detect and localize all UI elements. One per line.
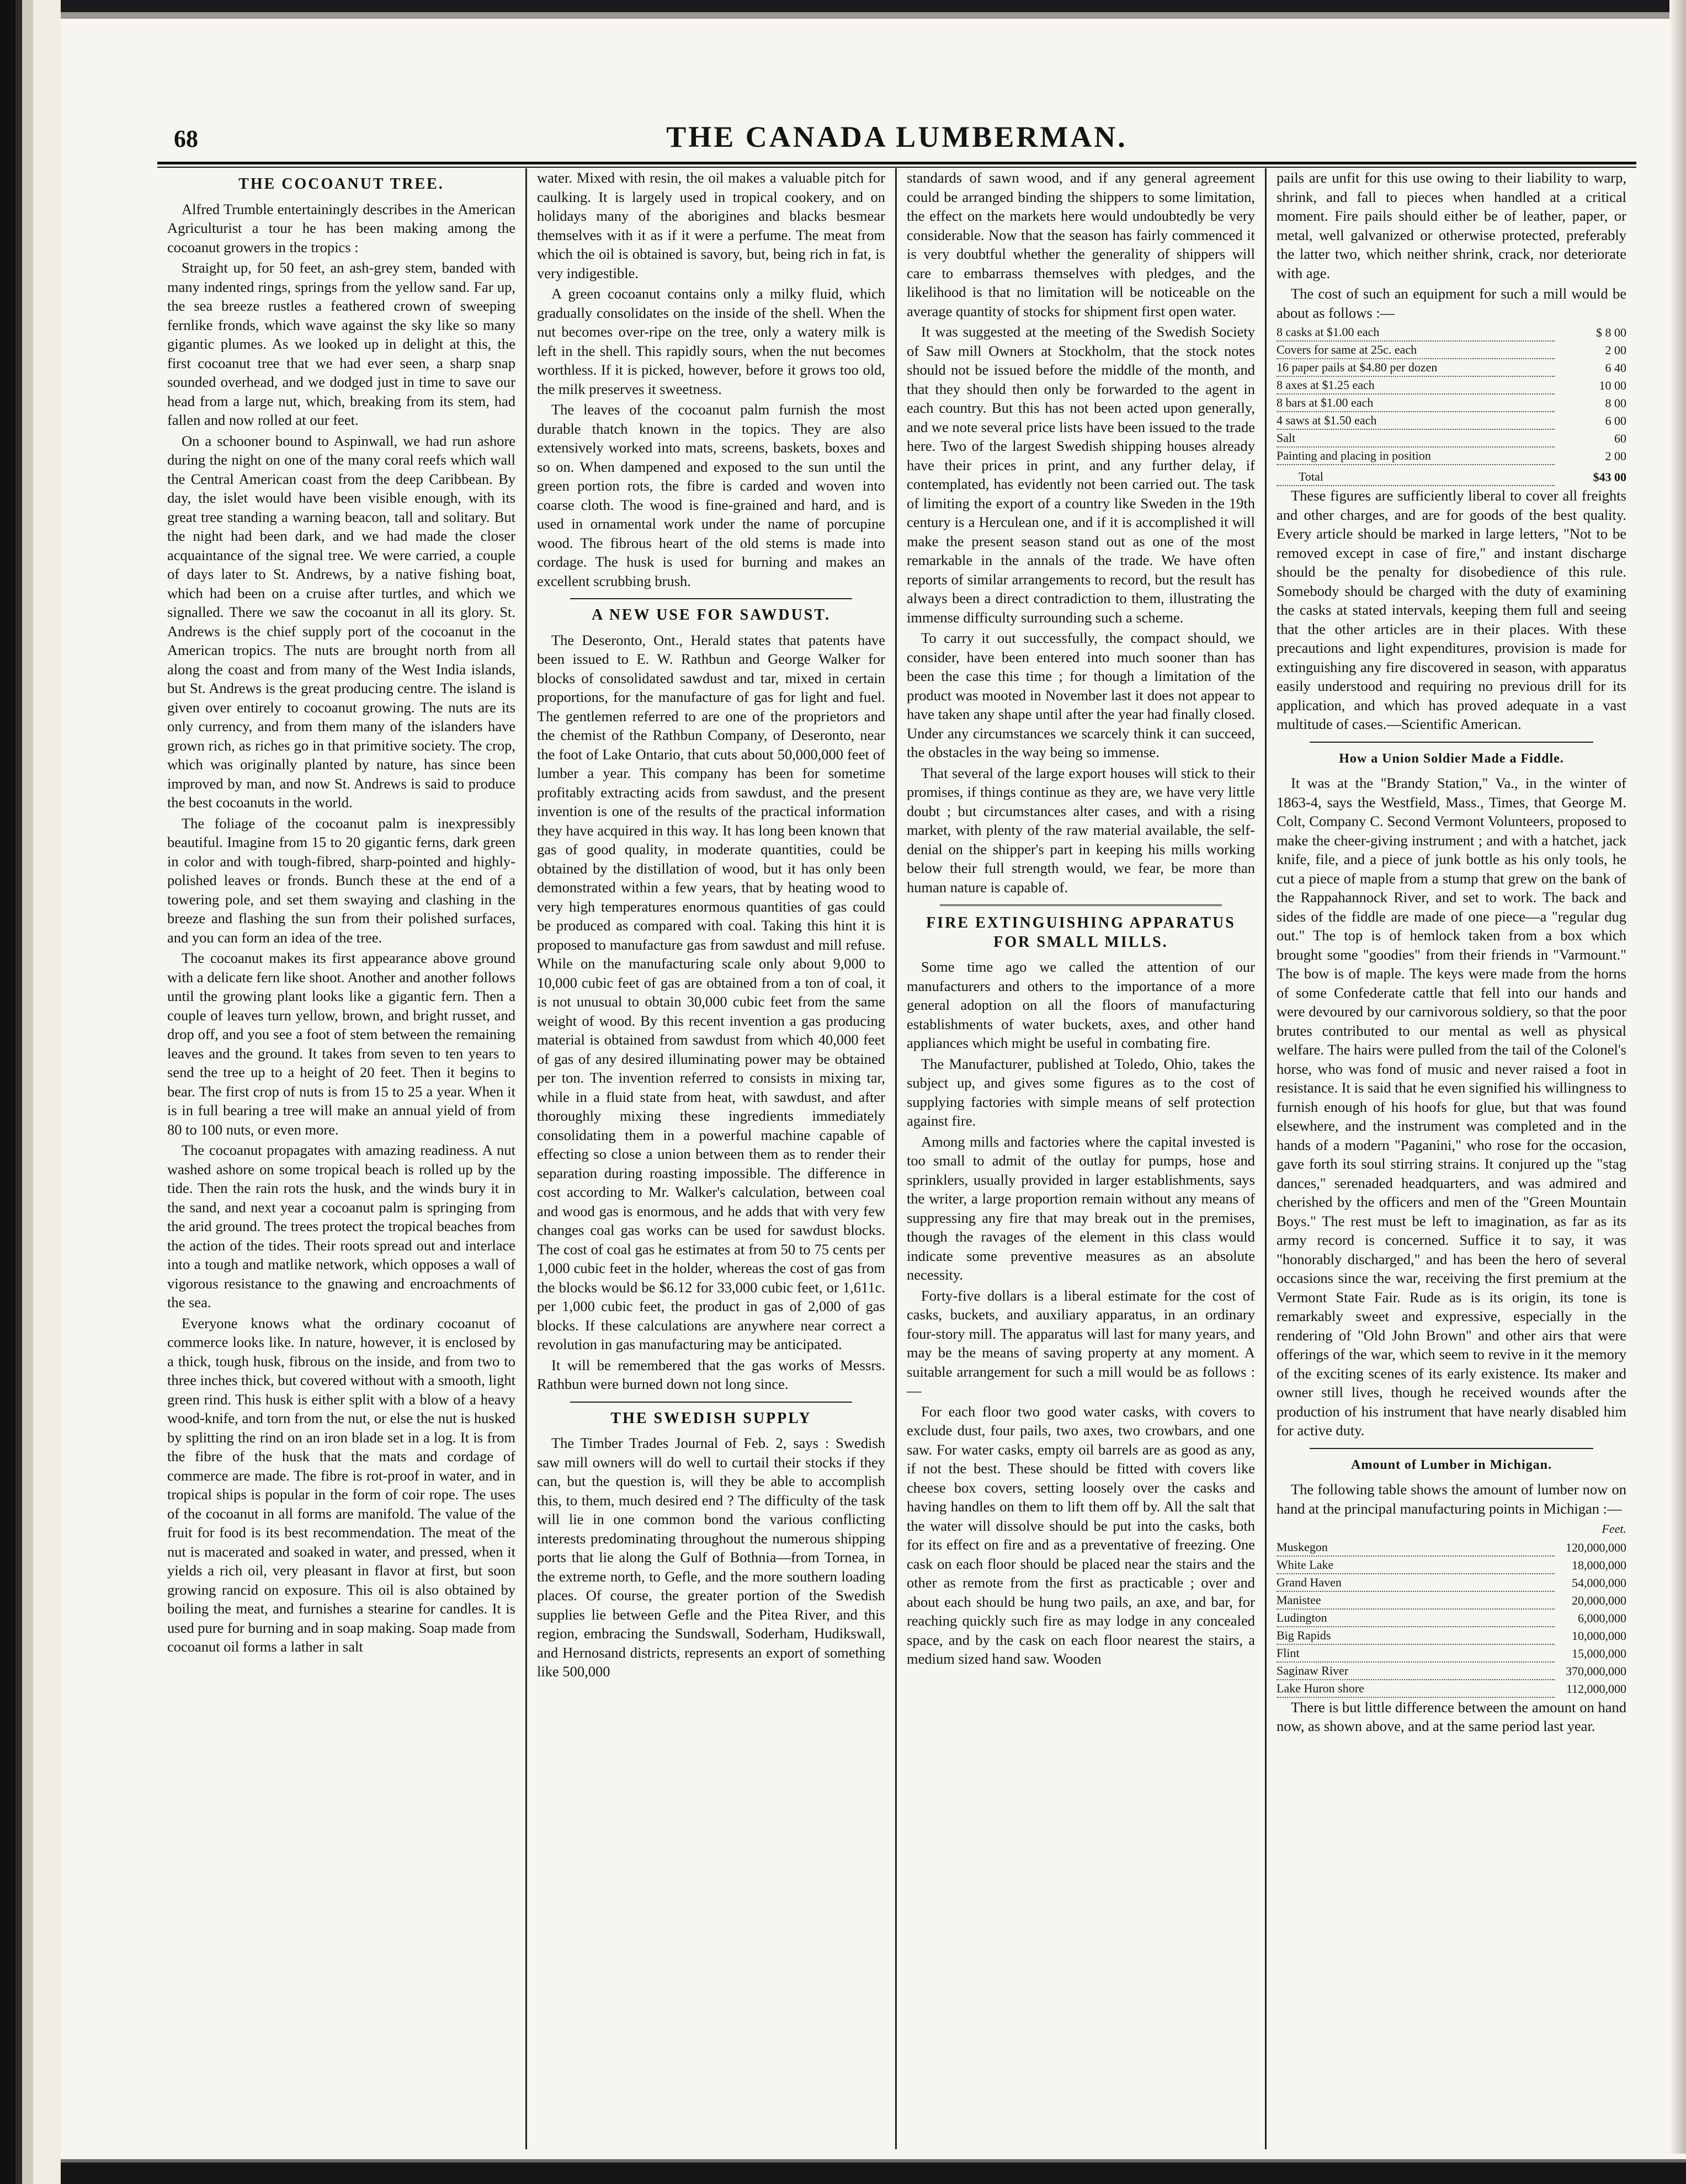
page-right-edge xyxy=(1669,0,1686,2184)
cost-total-row xyxy=(1277,465,1626,486)
feet-value: 20,000,000 xyxy=(1572,1593,1626,1607)
paragraph: To carry it out successfully, the compact should, we consider, have been entered into much sooner than has been the case this time ; for though a limitation of the product was mooted in November last it does not appear to have taken any shape until after the year had finally closed. Under any circumstances we scarcely think it can succeed, the obstacles in the way being so immense. xyxy=(907,630,1255,760)
place-name: Grand Haven xyxy=(1277,1574,1555,1591)
cost-amount: 2 00 xyxy=(1605,343,1626,357)
cost-item: Salt xyxy=(1277,429,1555,447)
table-row xyxy=(1277,1591,1626,1609)
journal-title: THE CANADA LUMBERMAN. xyxy=(666,120,1127,153)
feet-value: 18,000,000 xyxy=(1572,1558,1626,1572)
equipment-cost-table xyxy=(1277,324,1626,486)
paragraph: Forty-five dollars is a liberal estimate for the cost of casks, buckets, and auxiliary apparatus, in an ordinary four-story mill. The apparatus will last for many years, and may be the means of saving property at any moment. A suitable arrangement for such a mill would be as follows :— xyxy=(907,1287,1255,1399)
paragraph: standards of sawn wood, and if any general agreement could be arranged binding the shippers to some limitation, the effect on the markets here would undoubtedly be very considerable. Now that the season has fairly commenced it is very doubtful whether the generality of shippers will care to embarrass themselves with pledges, and the likelihood is that no limitation will be noticeable on the average quantity of stocks for shipment first open water. xyxy=(907,169,1255,319)
paragraph: That several of the large export houses will stick to their promises, if things continue as they are, we have very little doubt ; but circumstances alter cases, and with a rising market, with plenty of the raw material available, the self-denial on the shipper's part in keeping his mills working below their full strength would, we fear, be more than human nature is capable of. xyxy=(907,764,1255,896)
page-top-edge xyxy=(61,0,1686,39)
michigan-lumber-table xyxy=(1277,1539,1626,1698)
paragraph: The Timber Trades Journal of Feb. 2, says : Swedish saw mill owners will do well to curtail their stocks if they can, but the question is, will they be able to accomplish this, to them, much desired end ? The difficulty of the task will lie in one common bond the various conflicting interests predominating throughout the numerous shipping ports that lie along the Gulf of Bothnia—from Tornea, in the extreme north, to Gefle, and the more southern loading places. Of course, the greater portion of the Swedish supplies lie between Gefle and the Pitea River, and this region, embracing the Sundswall, Soderham, Hudikswall, and Hernosand districts, represents an export of something like 500,000 xyxy=(537,1435,885,1680)
cost-row xyxy=(1277,412,1626,429)
feet-value: 54,000,000 xyxy=(1572,1575,1626,1590)
cost-item: Covers for same at 25c. each xyxy=(1277,341,1555,359)
place-name: Big Rapids xyxy=(1277,1627,1555,1644)
cost-item: 16 paper pails at $4.80 per dozen xyxy=(1277,359,1555,376)
article-divider xyxy=(1310,742,1593,743)
paragraph: The Deseronto, Ont., Herald states that patents have been issued to E. W. Rathbun and George Walker for blocks of consolidated sawdust and tar, mixed in certain proportions, for the manufacture of gas for light and fuel. The gentlemen referred to are one of the proprietors and the chemist of the Rathbun Company, of Deseronto, near the foot of Lake Ontario, that cuts about 50,000,000 feet of lumber a year. This company has been for sometime profitably extracting acids from sawdust, and the present invention is one of the results of the practical information they have acquired in this way. It has long been known that gas of good quality, in moderate quantities, could be obtained by the distillation of wood, but it has only been demonstrated within a few years, that by heating wood to very high temperatures enormous quantities of gas could be produced as compared with coal. Taking this hint it is proposed to manufacture gas from sawdust and mill refuse. While on the manufacturing scale only about 9,000 to 10,000 cubic feet of gas are obtained from a ton of coal, it is not unusual to obtain 30,000 cubic feet from the same weight of wood. By this recent invention a gas producing material is obtained from sawdust from which 40,000 feet of gas of any desired illuminating power may be obtained per ton. The invention referred to consists in mixing tar, while in a fluid state from heat, with sawdust, and after thoroughly mixing these ingredients immediately consolidating them in a powerful machine capable of effecting so close a union between them as to render their separation during roasting impossible. The difference in cost according to Mr. Walker's calculation, between coal and wood gas is enormous, and he adds that with very few changes coal gas works can be used for sawdust blocks. The cost of coal gas he estimates at from 50 to 75 cents per 1,000 cubic feet in the holder, whereas the cost of gas from the blocks would be $6.12 for 33,000 cubic feet, or 1,611c. per 1,000 cubic feet, the product in gas of 2,000 of gas blocks. If these calculations are anywhere near correct a revolution in gas manufacturing may be anticipated. xyxy=(537,631,885,1352)
paragraph: There is but little difference between the amount on hand now, as shown above, and at the same period last year. xyxy=(1277,1698,1626,1734)
cost-item: 8 casks at $1.00 each xyxy=(1277,324,1555,341)
place-name: Saginaw River xyxy=(1277,1662,1555,1680)
newspaper-page xyxy=(157,108,1636,2149)
paragraph: A green cocoanut contains only a milky fluid, which gradually consolidates on the inside of the shell. When the nut becomes over-ripe on the tree, only a watery milk is left in the shell. This rapidly sours, when the nut becomes worthless. If it is picked, however, before it grows too old, the milk preserves it sweetness. xyxy=(537,285,885,397)
feet-value: 6,000,000 xyxy=(1578,1611,1626,1625)
paragraph: Straight up, for 50 feet, an ash-grey stem, banded with many indented rings, springs from the yellow sand. Far up, the sea breeze rustles a feathered crown of sweeping fernlike fronds, which wave against the sky like so many gigantic plumes. As we looked up in delight at this, the first cocoanut tree that we had ever seen, a sharp snap sounded overhead, and we dodged just in time to save our head from a large nut, which, breaking from its stem, had fallen and now rolled at our feet. xyxy=(167,259,515,428)
cost-total-label: Total xyxy=(1277,465,1555,486)
cost-amount: 2 00 xyxy=(1605,449,1626,463)
paragraph: Some time ago we called the attention of our manufacturers and others to the importance of a more general adoption on all the floors of manufacturing establishments of water buckets, axes, and other hand appliances which might be useful in combating fire. xyxy=(907,958,1255,1051)
paragraph: The leaves of the cocoanut palm furnish the most durable thatch known in the topics. They are also extensively worked into mats, screens, baskets, boxes and so on. When dampened and exposed to the sun until the green portion rots, the fibre is carded and woven into coarse cloth. The wood is fine-grained and hard, and is used in ornamental work under the name of porcupine wood. The fibrous heart of the old stems is made into cordage. The husk is used for burning and makes an excellent scrubbing brush. xyxy=(537,401,885,589)
table-row xyxy=(1277,1556,1626,1574)
feet-value: 15,000,000 xyxy=(1572,1646,1626,1660)
table-unit-header: Feet. xyxy=(1602,1522,1626,1536)
article-title-michigan-lumber: Amount of Lumber in Michigan. xyxy=(1351,1457,1552,1472)
column-1 xyxy=(157,168,527,2149)
cost-row xyxy=(1277,376,1626,394)
table-row xyxy=(1277,1539,1626,1556)
paragraph: water. Mixed with resin, the oil makes a valuable pitch for caulking. It is largely used in tropical cookery, and on holidays many of the aborigines and blacks besmear themselves with it as if it were a perfume. The meat from which the oil is obtained is savory, but, being rich in fat, is very indigestible. xyxy=(537,169,885,281)
page-binding-shadow xyxy=(0,0,61,2184)
column-2 xyxy=(527,168,897,2149)
feet-value: 370,000,000 xyxy=(1566,1664,1626,1678)
article-columns xyxy=(157,168,1636,2149)
cost-total-amount: $43 00 xyxy=(1593,470,1626,484)
paragraph: It was suggested at the meeting of the Swedish Society of Saw mill Owners at Stockholm, that the stock notes should not be issued before the middle of the month, and that they should then only be forwarded to the agent in each country. But this has not been acted upon generally, and we note several price lists have been issued to the trade here. Two of the largest Swedish shipping houses already have their prices in print, and any further delay, if contemplated, has evidently not been carried out. The task of limiting the export of a country like Sweden in the 19th century is a Herculean one, and if it is accomplished it will make the present season stand out as one of the most remarkable in the annals of the trade. We have often reports of similar arrangements to record, but the result has always been a direct contradiction to them, illustrating the immense difficulty surrounding such a scheme. xyxy=(907,323,1255,626)
article-title-cocoanut: THE COCOANUT TREE. xyxy=(238,175,444,193)
cost-item: 8 bars at $1.00 each xyxy=(1277,394,1555,412)
table-row xyxy=(1277,1644,1626,1662)
cost-item: 8 axes at $1.25 each xyxy=(1277,376,1555,394)
cost-item: Painting and placing in position xyxy=(1277,447,1555,465)
paragraph: The cost of such an equipment for such a mill would be about as follows :— xyxy=(1277,285,1626,321)
article-divider xyxy=(570,1402,852,1403)
article-divider xyxy=(940,904,1222,907)
place-name: Lake Huron shore xyxy=(1277,1680,1555,1697)
article-divider xyxy=(570,598,852,599)
table-row xyxy=(1277,1680,1626,1697)
paragraph: It will be remembered that the gas works of Messrs. Rathbun were burned down not long since. xyxy=(537,1356,885,1392)
table-row xyxy=(1277,1609,1626,1627)
page-bottom-edge xyxy=(61,2154,1686,2184)
place-name: Ludington xyxy=(1277,1609,1555,1627)
cost-amount: 6 00 xyxy=(1605,414,1626,428)
paragraph: pails are unfit for this use owing to their liability to warp, shrink, and fall to pieces when handled at a critical moment. Fire pails should either be of leather, paper, or metal, well galvanized or otherwise protected, preferably the latter two, which neither shrink, crack, nor deteriorate with age. xyxy=(1277,169,1626,281)
feet-value: 112,000,000 xyxy=(1566,1681,1626,1696)
article-title-sawdust: A NEW USE FOR SAWDUST. xyxy=(592,606,831,624)
paragraph: On a schooner bound to Aspinwall, we had run ashore during the night on one of the many coral reefs which wall the Central American coast from the deep Caribbean. By day, the islet would have been visible enough, with its great tree standing a warning beacon, tall and solitary. But the night had been dark, and we had made the closer acquaintance of the signal tree. We were carried, a couple of days later to St. Andrews, by a native fishing boat, which had been on a cruise after turtles, and which we signalled. There we saw the cocoanut in all its glory. St. Andrews is the chief supply port of the cocoanut in the American tropics. The nuts are brought north from all along the coast and from many of the West India islands, but St. Andrews is the great producing centre. The island is given over entirely to cocoanut growing. The nuts are its only currency, and from them many of the islanders have grown rich, as riches go in that primitive society. The crop, which was originally planted by nature, has since been improved by man, and now St. Andrews is said to produce the best cocoanuts in the world. xyxy=(167,432,515,811)
page-number: 68 xyxy=(174,125,198,152)
cost-amount: 10 00 xyxy=(1599,379,1626,392)
paragraph: The cocoanut propagates with amazing readiness. A nut washed ashore on some tropical beach is rolled up by the tide. Then the rain rots the husk, and the winds bury it in the sand, and next year a cocoanut palm is springing from the arid ground. The trees protect the tropical beaches from the action of the tides. Their roots spread out and interlace into a tough and matlike network, which opposes a wall of vigorous resistance to the gnawing and encroachments of the sea. xyxy=(167,1142,515,1311)
feet-value: 10,000,000 xyxy=(1572,1628,1626,1643)
table-row xyxy=(1277,1627,1626,1644)
paragraph: It was at the "Brandy Station," Va., in the winter of 1863-4, says the Westfield, Mass., Times, that George M. Colt, Company C. Second Vermont Volunteers, proposed to make the cheer-giving instrument ; and with a hatchet, jack knife, file, and a piece of junk bottle as his only tools, he cut a piece of maple from a stump that grew on the bank of the Rappahannock River, and set to work. The back and sides of the fiddle are made of one piece—a "regular dug out." The top is of hemlock taken from a box which brought some "goodies" from their friends in "Varmount." The bow is of maple. The keys were made from the horns of some Confederate cattle that fell into our hands and were devoured by our carnivorous soldiery, so that the poor brutes contributed to our mental as well as physical welfare. The hairs were pulled from the tail of the Colonel's horse, who was fond of music and never raised a foot in resistance. It is said that he even signified his willingness to furnish enough of his hoofs for glue, but that was found elsewhere, and the instrument was completed and in the hands of a modern "Paganini," who rose for the occasion, gave forth its soul stirring strains. It conjured up the "stag dances," serenaded headquarters, and was admired and cherished by the officers and men of the "Green Mountain Boys." The rest must be left to imagination, as far as its army record is concerned. Suffice it to say, it was "honorably discharged," and has been the hero of several occasions since the war, receiving the first premium at the Vermont State Fair. Rude as is its origin, its tone is remarkably sweet and expressive, especially in the rendering of "Old John Brown" and other airs that were offerings of the war, which seem to revive in it the memory of the exciting scenes of its early existence. Its maker and owner still lives, though he received wounds after the production of his instrument that have nearly disabled him for active duty. xyxy=(1277,775,1626,1439)
cost-row xyxy=(1277,359,1626,376)
paragraph: Among mills and factories where the capital invested is too small to admit of the outlay for pumps, hose and sprinklers, usually provided in larger establishments, says the writer, a large proportion remain without any means of suppressing any fire that may break out in the premises, though the ravages of the element in this class would indicate some preventive measures as an absolute necessity. xyxy=(907,1133,1255,1283)
cost-amount: 60 xyxy=(1614,432,1626,445)
paragraph: The foliage of the cocoanut palm is inexpressibly beautiful. Imagine from 15 to 20 gigantic ferns, dark green in color and with tough-fibred, sharp-pointed and highly-polished leaves or fronds. Bunch these at the end of a towering pole, and set them swaying and clashing in the breeze and flashing the sun from their polished surfaces, and you can form an idea of the tree. xyxy=(167,814,515,946)
table-row xyxy=(1277,1662,1626,1680)
paragraph: Everyone knows what the ordinary cocoanut of commerce looks like. In nature, however, it is enclosed by a thick, tough husk, fibrous on the inside, and from two to three inches thick, but covered without with a smooth, light green rind. This husk is either split with a blow of a heavy wood-knife, and torn from the nut, or else the nut is husked by splitting the rind on an iron blade set in a log. It is from the fibre of the husk that the mats and cordage of commerce are made. The fibre is rot-proof in water, and in tropical ships is popular in the form of coir rope. The uses of the cocoanut in all forms are manifold. The value of the fruit for food is its best recommendation. The meat of the nut is macerated and soaked in water, and pressed, when it yields a rich oil, very pleasant in flavor at first, but soon growing rancid on exposure. This oil is also obtained by boiling the meat, and furnishes a stearine for candles. It is used pure for burning and in soap making. Soap made from cocoanut oil forms a lather in salt xyxy=(167,1314,515,1655)
place-name: Manistee xyxy=(1277,1591,1555,1609)
cost-item: 4 saws at $1.50 each xyxy=(1277,412,1555,429)
place-name: White Lake xyxy=(1277,1556,1555,1574)
column-4 xyxy=(1267,168,1636,2149)
column-3 xyxy=(897,168,1267,2149)
paragraph: For each floor two good water casks, with covers to exclude dust, four pails, two axes, two crowbars, and one saw. For water casks, empty oil barrels are as good as any, if not the best. These should be fitted with covers like cheese box covers, setting loosely over the casks and having handles on them to lift them off by. All the salt that the water will dissolve should be put into the casks, both for its effect on fire and as a preventative of freezing. One cask on each floor should be placed near the stairs and the other as remote from the first as practicable ; over and about each should be hung two pails, an axe, and bar, for reaching quickly such fire as may lodge in any concealed space, and by the cask on each floor nearest the stairs, a medium sized hand saw. Wooden xyxy=(907,1403,1255,1667)
cost-row xyxy=(1277,429,1626,447)
cost-row xyxy=(1277,341,1626,359)
feet-value: 120,000,000 xyxy=(1566,1540,1626,1554)
cost-row xyxy=(1277,324,1626,341)
paragraph: These figures are sufficiently liberal to cover all freights and other charges, and are for goods of the best quality. Every article should be marked in large letters, "Not to be removed except in case of fire," and instant discharge should be the penalty for disobedience of this rule. Somebody should be charged with the duty of examining the casks at stated intervals, keeping them full and seeing that the other articles are in their places. With these precautions and light expenditures, provision is made for extinguishing any fire discovered in season, with apparatus easily understood and requiring no previous drill for its application, and which has proved adequate in a vast multitude of cases.—Scientific American. xyxy=(1277,487,1626,732)
table-row xyxy=(1277,1574,1626,1591)
page-header xyxy=(157,108,1636,157)
cost-amount: 6 40 xyxy=(1605,361,1626,375)
paragraph: The following table shows the amount of lumber now on hand at the principal manufacturing points in Michigan :— xyxy=(1277,1481,1626,1517)
article-divider xyxy=(1310,1448,1593,1449)
cost-amount: $ 8 00 xyxy=(1596,326,1626,339)
paragraph: Alfred Trumble entertainingly describes in the American Agriculturist a tour he has been making among the cocoanut growers in the tropics : xyxy=(167,200,515,255)
cost-row xyxy=(1277,447,1626,465)
cost-row xyxy=(1277,394,1626,412)
paragraph: The cocoanut makes its first appearance above ground with a delicate fern like shoot. Another and another follows until the growing plant looks like a gigantic fern. Then a couple of leaves turn yellow, brown, and bright russet, and drop off, and you see a foot of stem between the remaining leaves and the ground. It takes from seven to ten years to send the tree up to a height of 20 feet. Then it begins to bear. The first crop of nuts is from 15 to 25 a year. When it is in full bearing a tree will make an annual yield of from 80 to 100 nuts, or even more. xyxy=(167,950,515,1138)
place-name: Flint xyxy=(1277,1644,1555,1662)
place-name: Muskegon xyxy=(1277,1539,1555,1556)
article-title-swedish: THE SWEDISH SUPPLY xyxy=(610,1409,812,1427)
cost-amount: 8 00 xyxy=(1605,396,1626,410)
header-rule xyxy=(157,162,1636,168)
article-title-fiddle: How a Union Soldier Made a Fiddle. xyxy=(1339,751,1564,766)
paragraph: The Manufacturer, published at Toledo, Ohio, takes the subject up, and gives some figures as to the cost of supplying factories with simple means of self protection against fire. xyxy=(907,1055,1255,1129)
article-title-fire-apparatus: FIRE EXTINGUISHING APPARATUS FOR SMALL MILLS. xyxy=(926,914,1236,951)
